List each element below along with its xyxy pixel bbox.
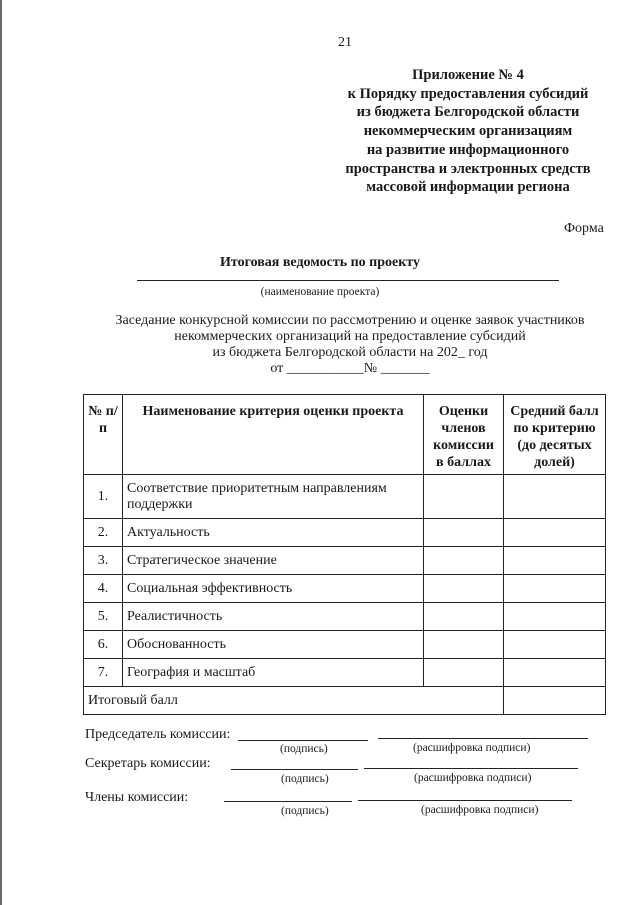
member-scores-cell[interactable] [424, 475, 504, 519]
appendix-line: из бюджета Белгородской области [356, 104, 580, 121]
transcript-caption: (расшифровка подписи) [421, 804, 539, 816]
criterion-name: Актуальность [123, 519, 424, 547]
criterion-name: Обоснованность [123, 631, 424, 659]
table-row [84, 575, 606, 603]
average-score-cell[interactable] [504, 659, 606, 687]
transcript-caption: (расшифровка подписи) [414, 772, 532, 784]
criterion-name: Стратегическое значение [123, 547, 424, 575]
signature-caption: (подпись) [281, 773, 329, 785]
member-scores-cell[interactable] [424, 547, 504, 575]
table-row [84, 547, 606, 575]
table-row [84, 631, 606, 659]
average-score-cell[interactable] [504, 547, 606, 575]
row-number: 7. [84, 659, 123, 687]
header-number: № п/п [84, 395, 123, 475]
project-name-caption: (наименование проекта) [260, 286, 380, 298]
appendix-line: массовой информации региона [366, 179, 570, 196]
header-member-scores: Оценки членов комиссии в баллах [424, 395, 504, 475]
page-left-border [0, 0, 2, 905]
average-score-cell[interactable] [504, 475, 606, 519]
member-scores-cell[interactable] [424, 603, 504, 631]
chairman-transcript-line[interactable] [378, 738, 588, 739]
table-row [84, 603, 606, 631]
table-header-row [84, 395, 606, 475]
member-scores-cell[interactable] [424, 575, 504, 603]
row-number: 6. [84, 631, 123, 659]
appendix-line: пространства и электронных средств [345, 160, 591, 177]
appendix-line: к Порядку предоставления субсидий [347, 85, 589, 102]
criteria-table [83, 394, 606, 715]
secretary-transcript-line[interactable] [364, 768, 578, 769]
header-criterion: Наименование критерия оценки проекта [123, 395, 424, 475]
meeting-line: из бюджета Белгородской области на 202_ год [212, 345, 488, 360]
row-number: 2. [84, 519, 123, 547]
row-number: 1. [84, 475, 123, 519]
form-label: Форма [564, 221, 604, 236]
row-number: 5. [84, 603, 123, 631]
secretary-signature-line[interactable] [231, 769, 358, 770]
criterion-name: Социальная эффективность [123, 575, 424, 603]
table-row [84, 519, 606, 547]
member-scores-cell[interactable] [424, 519, 504, 547]
page-number: 21 [338, 35, 352, 50]
appendix-line: Приложение № 4 [412, 67, 524, 83]
document-title: Итоговая ведомость по проекту [219, 255, 421, 270]
meeting-line: некоммерческих организаций на предоставление субсидий [174, 329, 526, 344]
appendix-line: некоммерческим организациям [363, 123, 573, 140]
members-transcript-line[interactable] [358, 800, 572, 801]
total-score-label: Итоговый балл [84, 687, 504, 715]
average-score-cell[interactable] [504, 519, 606, 547]
table-row [84, 659, 606, 687]
chairman-label: Председатель комиссии: [85, 727, 231, 742]
criterion-name: География и масштаб [123, 659, 424, 687]
appendix-line: на развитие информационного [366, 141, 570, 158]
signature-caption: (подпись) [280, 743, 328, 755]
secretary-label: Секретарь комиссии: [85, 756, 211, 771]
member-scores-cell[interactable] [424, 631, 504, 659]
member-scores-cell[interactable] [424, 659, 504, 687]
criterion-name: Соответствие приоритетным направлениям поддержки [123, 475, 424, 519]
transcript-caption: (расшифровка подписи) [413, 742, 531, 754]
signature-caption: (подпись) [281, 805, 329, 817]
criterion-name: Реалистичность [123, 603, 424, 631]
average-score-cell[interactable] [504, 603, 606, 631]
average-score-cell[interactable] [504, 575, 606, 603]
members-signature-line[interactable] [224, 801, 352, 802]
total-row [84, 687, 606, 715]
meeting-date-number: от ___________№ _______ [270, 361, 430, 376]
appendix-header [318, 66, 618, 197]
row-number: 4. [84, 575, 123, 603]
members-label: Члены комиссии: [85, 790, 189, 805]
average-score-cell[interactable] [504, 631, 606, 659]
project-name-line [137, 280, 559, 281]
table-row [84, 475, 606, 519]
row-number: 3. [84, 547, 123, 575]
meeting-description [90, 313, 610, 377]
header-average-score: Средний балл по критерию (до десятых долей) [504, 395, 606, 475]
chairman-signature-line[interactable] [238, 740, 368, 741]
total-score-cell[interactable] [504, 687, 606, 715]
meeting-line: Заседание конкурсной комиссии по рассмотрению и оценке заявок участников [115, 313, 585, 328]
